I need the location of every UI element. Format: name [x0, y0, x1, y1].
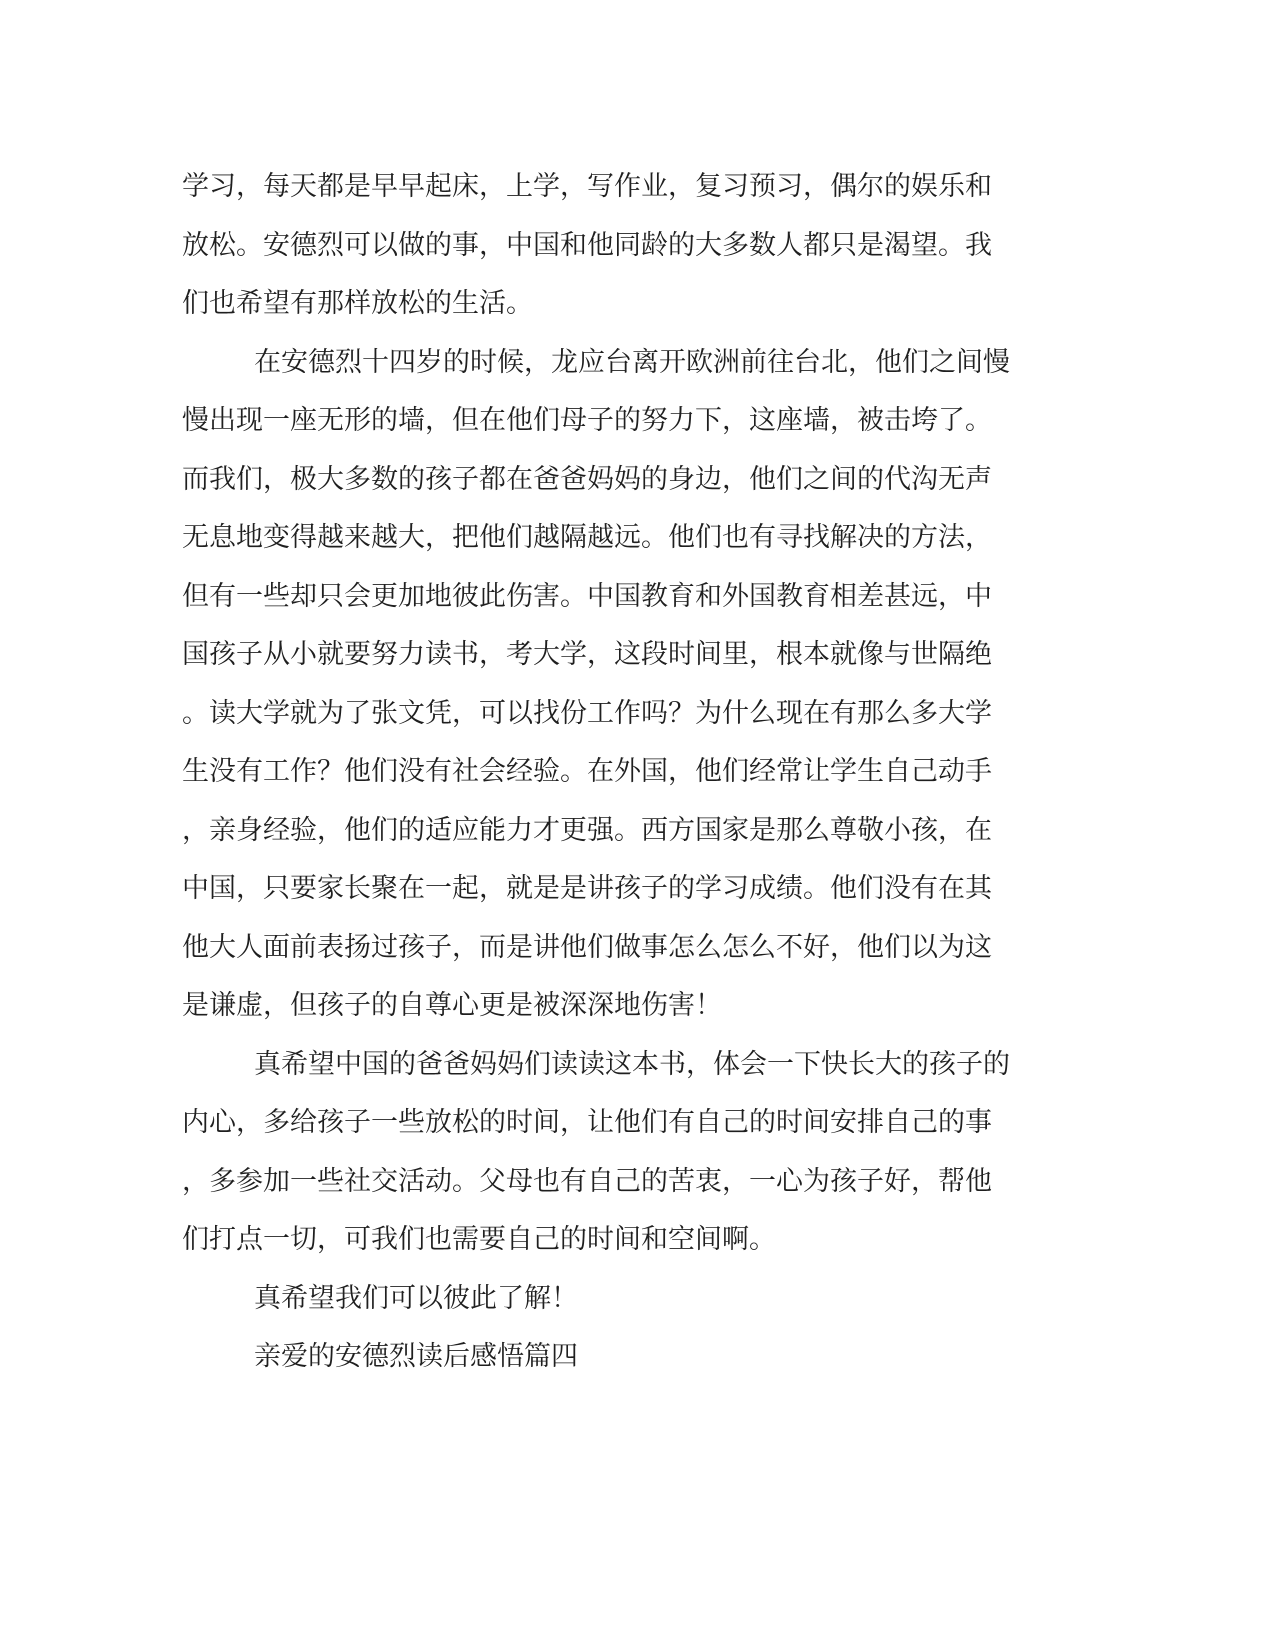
text-line: ，亲身经验，他们的适应能力才更强。西方国家是那么尊敬小孩，在	[182, 814, 992, 846]
text-line: 而我们，极大多数的孩子都在爸爸妈妈的身边，他们之间的代沟无声	[182, 463, 992, 495]
text-line: 慢出现一座无形的墙，但在他们母子的努力下，这座墙，被击垮了。	[182, 405, 992, 436]
text-line: 学习，每天都是早早起床，上学，写作业，复习预习，偶尔的娱乐和	[182, 171, 992, 202]
paragraph-first-line: 在安德烈十四岁的时候，龙应台离开欧洲前往台北，他们之间慢	[254, 346, 1010, 378]
text-line: 他大人面前表扬过孩子，而是讲他们做事怎么怎么不好，他们以为这	[182, 931, 992, 963]
body-text	[182, 158, 1042, 1387]
text-line: 但有一些却只会更加地彼此伤害。中国教育和外国教育相差甚远，中	[182, 580, 992, 612]
section-heading: 亲爱的安德烈读后感悟篇四	[254, 1341, 578, 1372]
text-line: 无息地变得越来越大，把他们越隔越远。他们也有寻找解决的方法，	[182, 522, 992, 553]
text-line: 是谦虚，但孩子的自尊心更是被深深地伤害！	[182, 990, 722, 1021]
text-line: ，多参加一些社交活动。父母也有自己的苦衷，一心为孩子好，帮他	[182, 1165, 992, 1197]
text-line: 们也希望有那样放松的生活。	[182, 288, 533, 319]
text-line: 放松。安德烈可以做的事，中国和他同龄的大多数人都只是渴望。我	[182, 229, 992, 261]
text-line: 。读大学就为了张文凭，可以找份工作吗？为什么现在有那么多大学	[182, 697, 992, 729]
text-line: 中国，只要家长聚在一起，就是是讲孩子的学习成绩。他们没有在其	[182, 873, 992, 904]
text-line: 们打点一切，可我们也需要自己的时间和空间啊。	[182, 1224, 776, 1255]
text-line: 内心，多给孩子一些放松的时间，让他们有自己的时间安排自己的事	[182, 1107, 992, 1138]
paragraph-first-line: 真希望我们可以彼此了解！	[254, 1282, 578, 1314]
text-line: 生没有工作？他们没有社会经验。在外国，他们经常让学生自己动手	[182, 756, 992, 787]
text-line: 国孩子从小就要努力读书，考大学，这段时间里，根本就像与世隔绝	[182, 639, 992, 670]
paragraph-first-line: 真希望中国的爸爸妈妈们读读这本书，体会一下快长大的孩子的	[254, 1048, 1010, 1080]
